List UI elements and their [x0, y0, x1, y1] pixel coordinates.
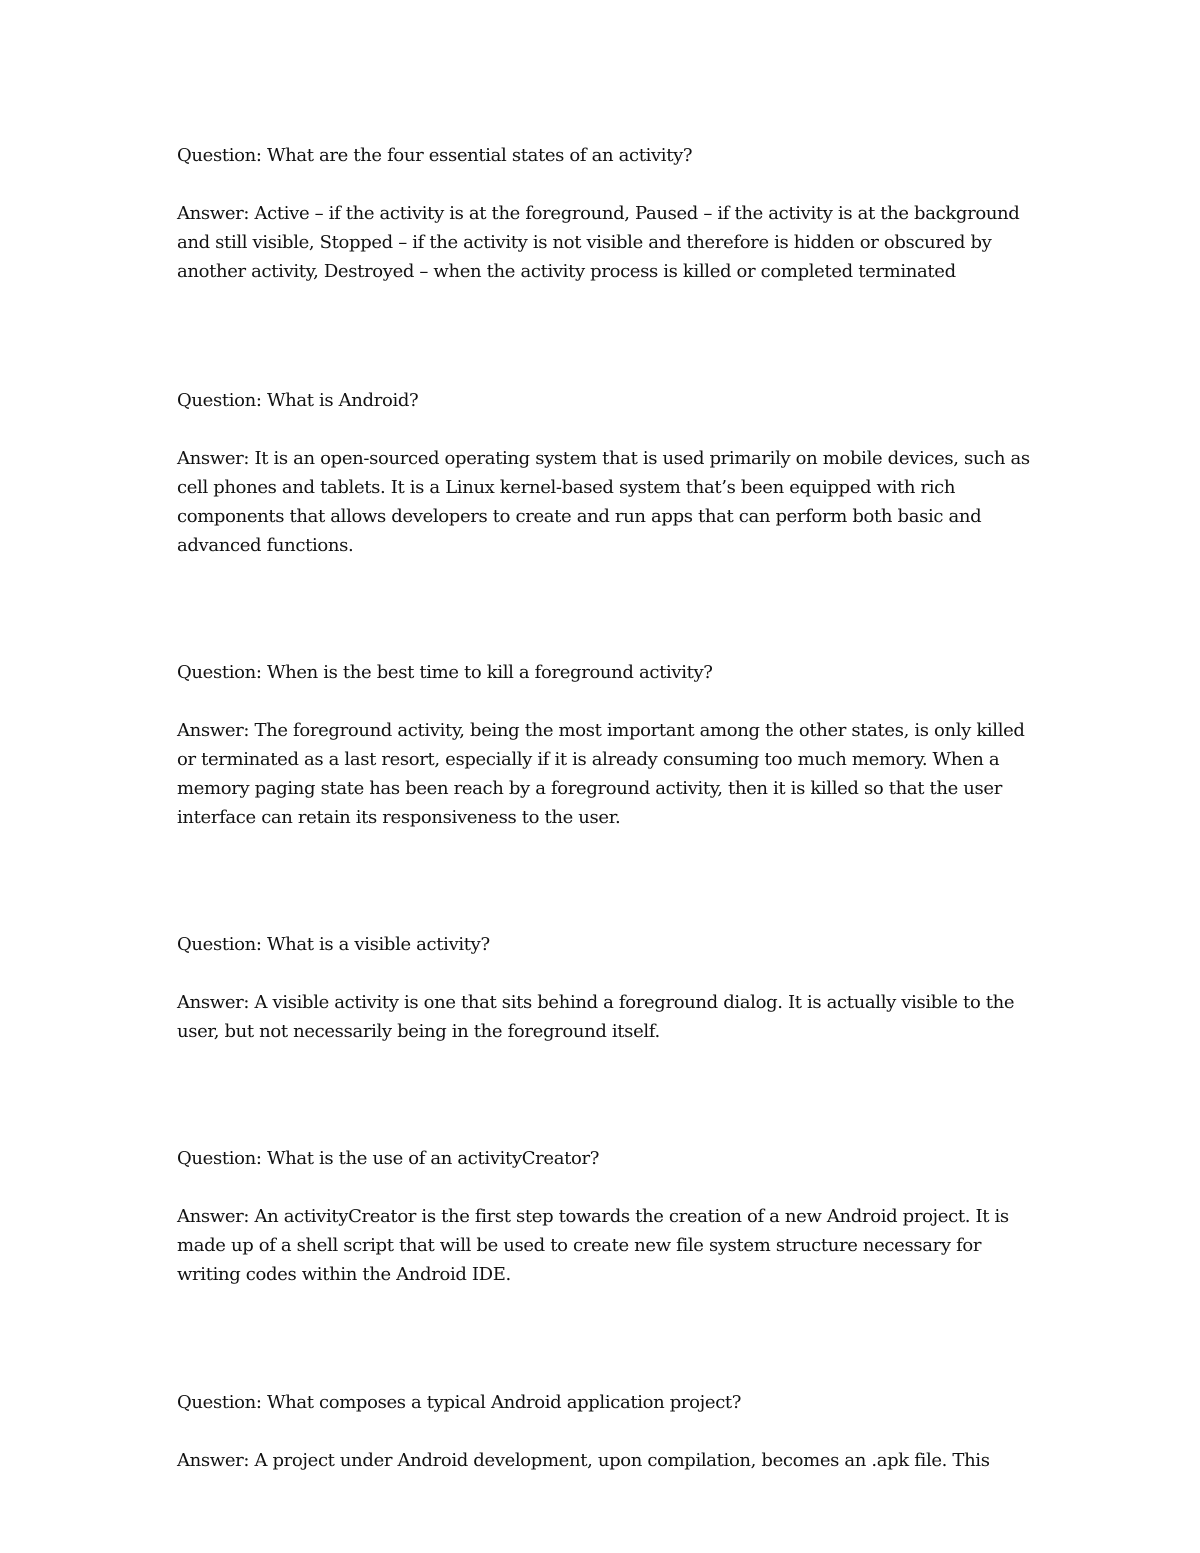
question-text: Question: What is a visible activity? — [177, 934, 490, 955]
qa-block — [177, 141, 1037, 286]
qa-block — [177, 1388, 1037, 1475]
qa-block — [177, 930, 1037, 1046]
qa-block — [177, 386, 1037, 560]
paragraph-spacer — [177, 1046, 1037, 1144]
question-text: Question: What composes a typical Android application project? — [177, 1392, 742, 1413]
answer-text: Answer: A visible activity is one that sits behind a foreground dialog. It is actually visible to the user, but not necessarily being in the foreground itself. — [177, 992, 1020, 1042]
qa-block — [177, 1144, 1037, 1289]
paragraph-spacer — [177, 560, 1037, 658]
answer-text: Answer: Active – if the activity is at the foreground, Paused – if the activity is at the background and still visible, Stopped – if the activity is not visible and therefore is hidden or obscured by another activity, Destroyed – when the activity process is killed or completed terminated — [177, 203, 1025, 282]
qa-block — [177, 658, 1037, 832]
answer-text: Answer: The foreground activity, being the most important among the other states, is only killed or terminated as a last resort, especially if it is already consuming too much memory. When a memory paging state has been reach by a foreground activity, then it is killed so that the user interface can retain its responsiveness to the user. — [177, 720, 1030, 828]
question-text: Question: What is Android? — [177, 390, 419, 411]
answer-text: Answer: A project under Android development, upon compilation, becomes an .apk file. This — [177, 1450, 990, 1471]
question-text: Question: What are the four essential states of an activity? — [177, 145, 693, 166]
question-text: Question: When is the best time to kill a foreground activity? — [177, 662, 713, 683]
document-body — [177, 141, 1037, 1475]
paragraph-spacer — [177, 286, 1037, 386]
answer-text: Answer: It is an open-sourced operating system that is used primarily on mobile devices, such as cell phones and tablets. It is a Linux kernel-based system that’s been equipped with rich components that allows developers to create and run apps that can perform both basic and advanced functions. — [177, 448, 1036, 556]
answer-text: Answer: An activityCreator is the first step towards the creation of a new Android project. It is made up of a shell script that will be used to create new file system structure necessary for writing codes within the Android IDE. — [177, 1206, 1015, 1285]
question-text: Question: What is the use of an activityCreator? — [177, 1148, 600, 1169]
paragraph-spacer — [177, 832, 1037, 930]
paragraph-spacer — [177, 1289, 1037, 1388]
